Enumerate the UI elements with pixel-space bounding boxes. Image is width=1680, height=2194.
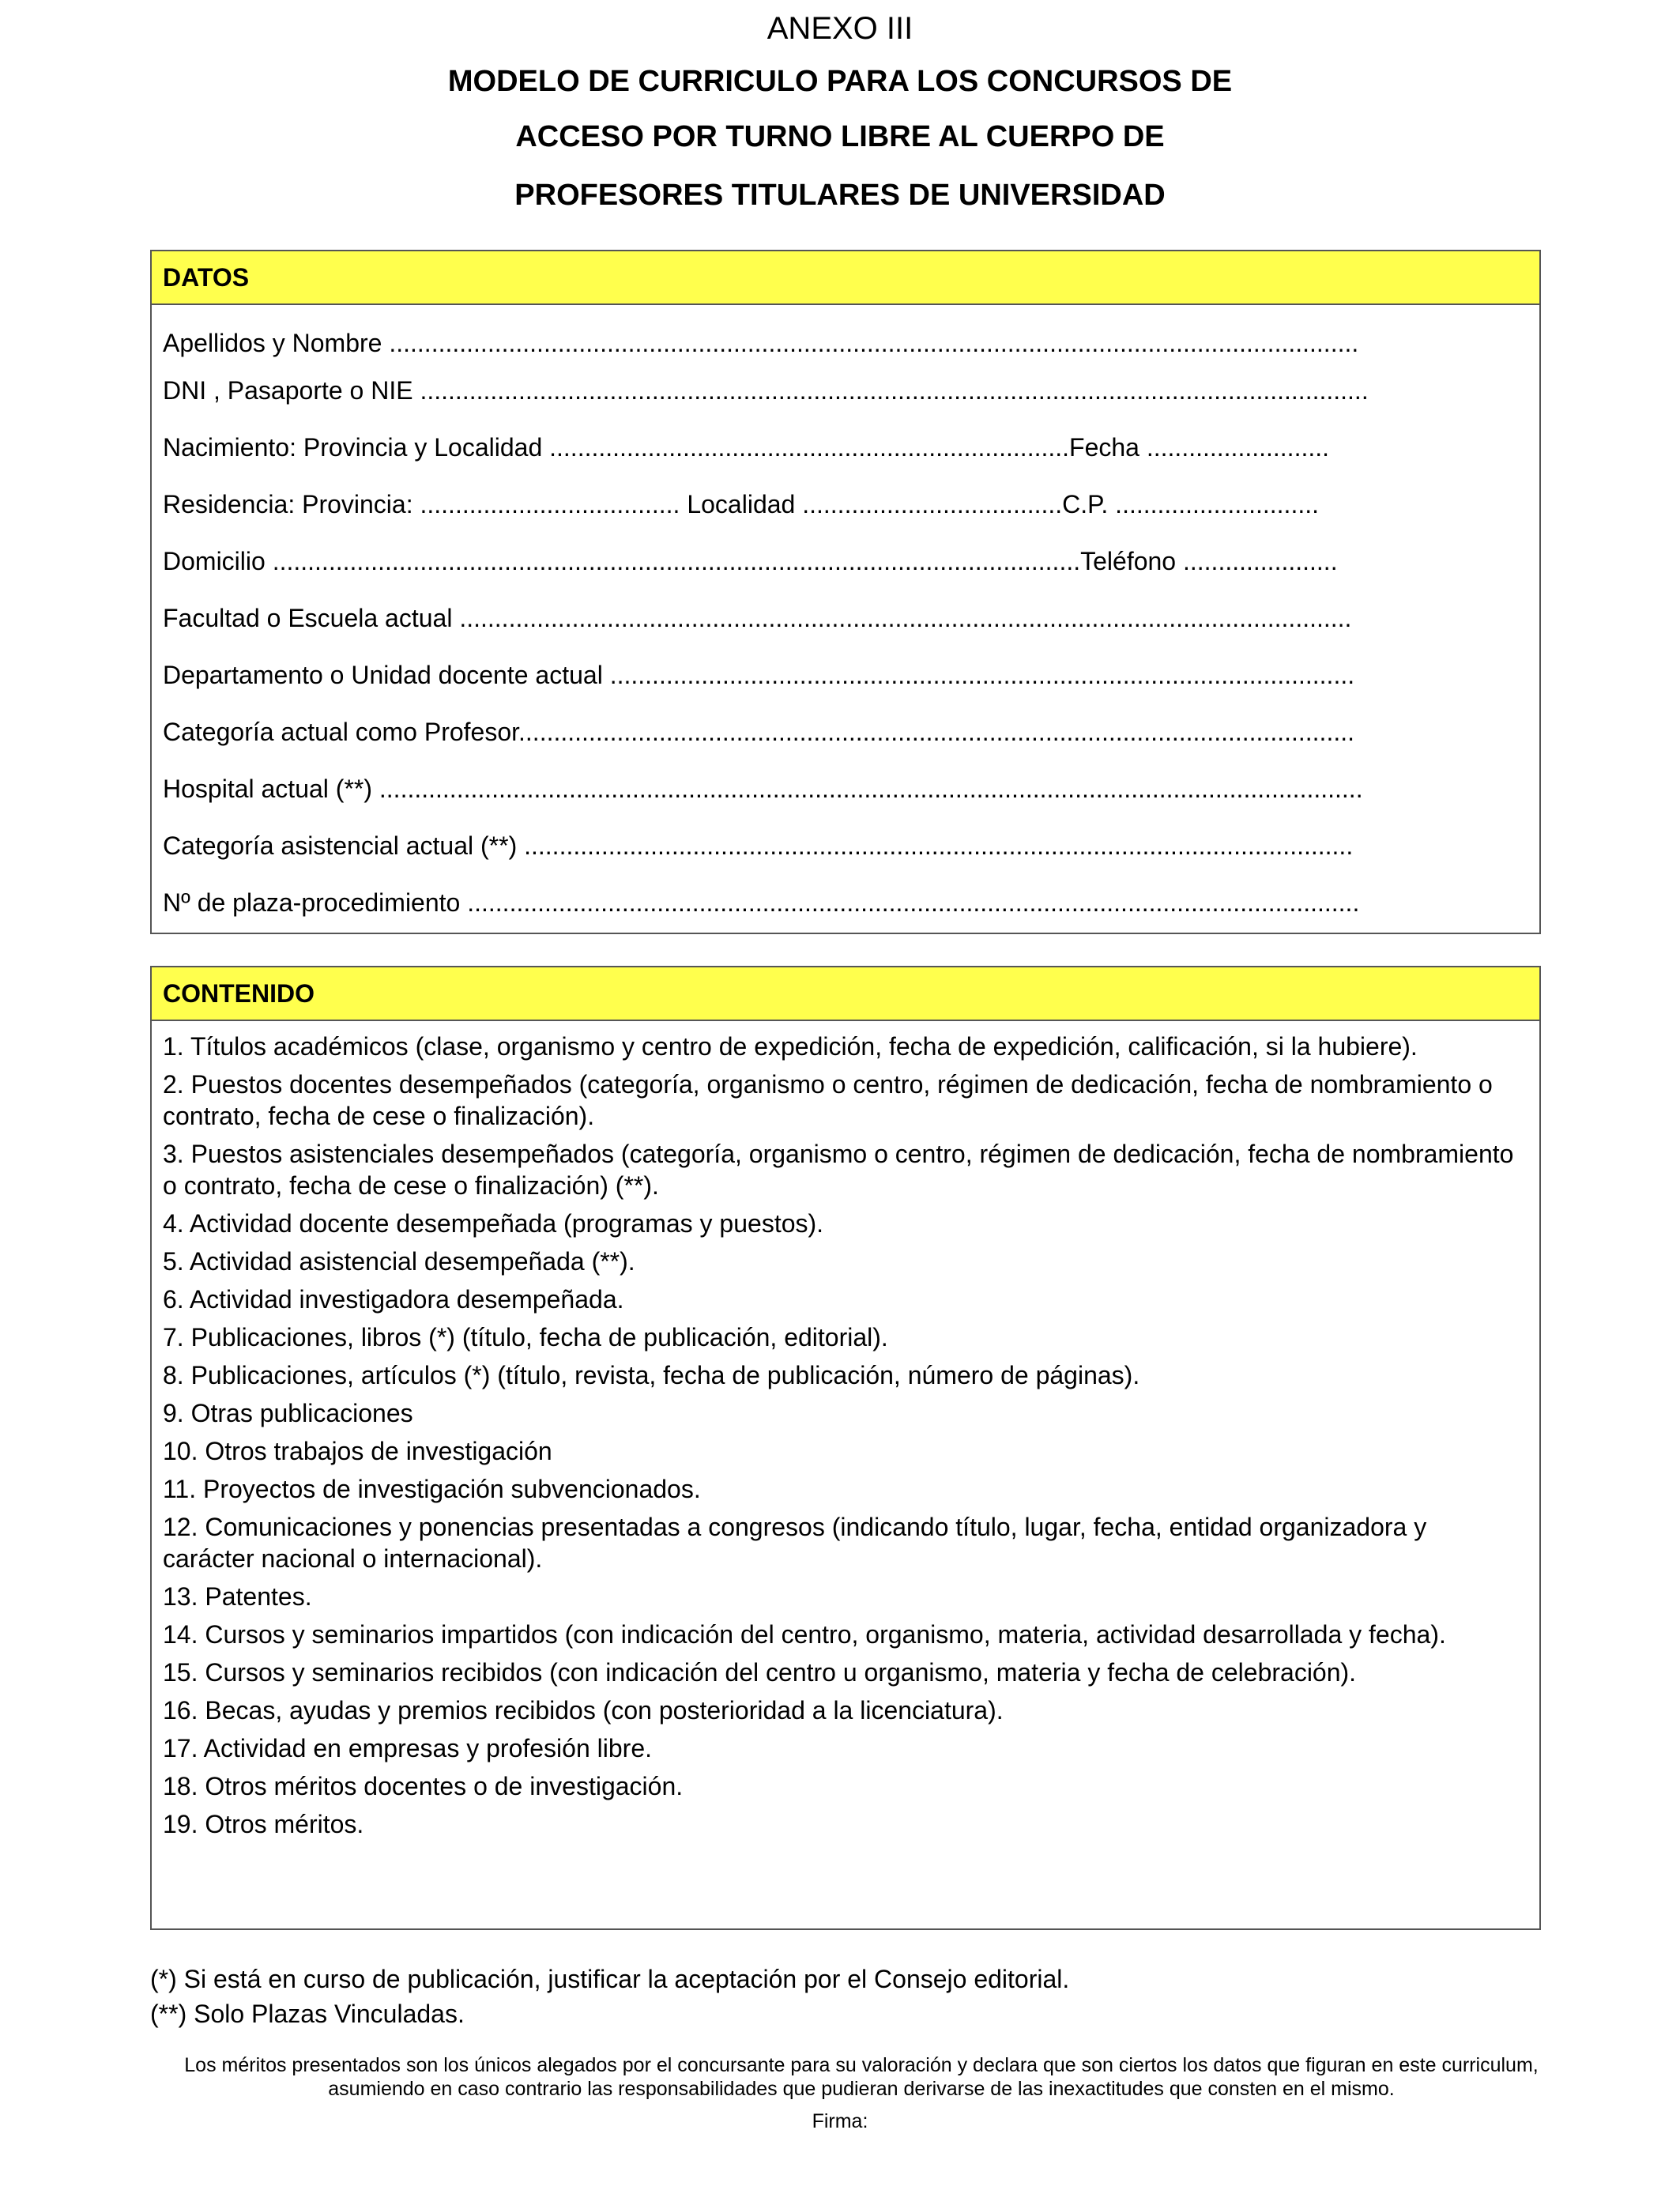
datos-section — [150, 250, 1541, 934]
datos-heading: DATOS — [152, 251, 1539, 305]
field-hospital[interactable]: Hospital actual (**) ............................................................................................................................................ — [163, 775, 1363, 803]
list-item: 14. Cursos y seminarios impartidos (con indicación del centro, organismo, materia, actividad desarrollada y fecha). — [163, 1620, 1446, 1649]
list-item: 11. Proyectos de investigación subvencionados. — [163, 1475, 701, 1503]
list-item: 9. Otras publicaciones — [163, 1399, 413, 1427]
list-item: 1. Títulos académicos (clase, organismo y centro de expedición, fecha de expedición, calificación, si la hubiere). — [163, 1032, 1418, 1061]
list-item: 4. Actividad docente desempeñada (programas y puestos). — [163, 1209, 824, 1238]
list-item: 10. Otros trabajos de investigación — [163, 1437, 552, 1465]
annex-label: ANEXO III — [767, 11, 913, 46]
contenido-section — [150, 966, 1541, 1930]
field-categoria-asistencial[interactable]: Categoría asistencial actual (**) ...................................................................................................................... — [163, 831, 1354, 860]
contenido-heading: CONTENIDO — [152, 967, 1539, 1021]
list-item: 3. Puestos asistenciales desempeñados (categoría, organismo o centro, régimen de dedicación, fecha de nombramiento o contrato, fecha de cese o finalización) (**). — [163, 1140, 1514, 1200]
list-item: 19. Otros méritos. — [163, 1810, 364, 1838]
field-facultad[interactable]: Facultad o Escuela actual ............................................................................................................................... — [163, 604, 1352, 632]
title-line-2: ACCESO POR TURNO LIBRE AL CUERPO DE — [515, 120, 1165, 153]
list-item: 18. Otros méritos docentes o de investigación. — [163, 1772, 684, 1800]
footnote-plazas-vinculadas: (**) Solo Plazas Vinculadas. — [150, 2000, 465, 2028]
field-categoria-profesor[interactable]: Categoría actual como Profesor....................................................................................................................... — [163, 718, 1354, 746]
list-item: 16. Becas, ayudas y premios recibidos (con posterioridad a la licenciatura). — [163, 1696, 1004, 1725]
list-item: 13. Patentes. — [163, 1582, 312, 1611]
list-item: 12. Comunicaciones y ponencias presentadas a congresos (indicando título, lugar, fecha, entidad organizadora y carácter nacional o internacional). — [163, 1513, 1427, 1573]
title-line-1: MODELO DE CURRICULO PARA LOS CONCURSOS DE — [447, 65, 1233, 98]
field-nacimiento[interactable]: Nacimiento: Provincia y Localidad ..........................................................................Fecha .......................... — [163, 433, 1330, 462]
list-item: 15. Cursos y seminarios recibidos (con indicación del centro u organismo, materia y fecha de celebración). — [163, 1658, 1357, 1687]
field-departamento[interactable]: Departamento o Unidad docente actual .......................................................................................................... — [163, 661, 1355, 689]
list-item: 5. Actividad asistencial desempeñada (**). — [163, 1247, 635, 1276]
field-domicilio[interactable]: Domicilio ...................................................................................................................Teléfono ...................... — [163, 547, 1338, 575]
list-item: 2. Puestos docentes desempeñados (categoría, organismo o centro, régimen de dedicación, fecha de nombramiento o contrato, fecha de cese o finalización). — [163, 1070, 1493, 1130]
field-residencia[interactable]: Residencia: Provincia: ..................................... Localidad .....................................C.P. ............................. — [163, 490, 1319, 518]
title-line-3: PROFESORES TITULARES DE UNIVERSIDAD — [514, 179, 1166, 212]
list-item: 6. Actividad investigadora desempeñada. — [163, 1285, 624, 1314]
signature-label: Firma: — [812, 2110, 868, 2132]
list-item: 8. Publicaciones, artículos (*) (título, revista, fecha de publicación, número de páginas). — [163, 1361, 1140, 1389]
list-item: 17. Actividad en empresas y profesión libre. — [163, 1734, 652, 1762]
contenido-list — [163, 1031, 1522, 1846]
list-item: 7. Publicaciones, libros (*) (título, fecha de publicación, editorial). — [163, 1323, 888, 1351]
footnote-publication: (*) Si está en curso de publicación, justificar la aceptación por el Consejo editorial. — [150, 1965, 1070, 1993]
field-plaza-procedimiento[interactable]: Nº de plaza-procedimiento ............................................................................................................................... — [163, 888, 1360, 917]
field-dni[interactable]: DNI , Pasaporte o NIE ....................................................................................................................................... — [163, 376, 1369, 405]
legal-declaration: Los méritos presentados son los únicos alegados por el concursante para su valoración y declara que son ciertos los datos que figuran en este curriculum, asumiendo en caso contrario las responsabilidades que pudieran derivarse de las inexactitudes que consten en el mismo. — [184, 2054, 1539, 2100]
field-apellidos-nombre[interactable]: Apellidos y Nombre .......................................................................................................................................... — [163, 329, 1359, 357]
